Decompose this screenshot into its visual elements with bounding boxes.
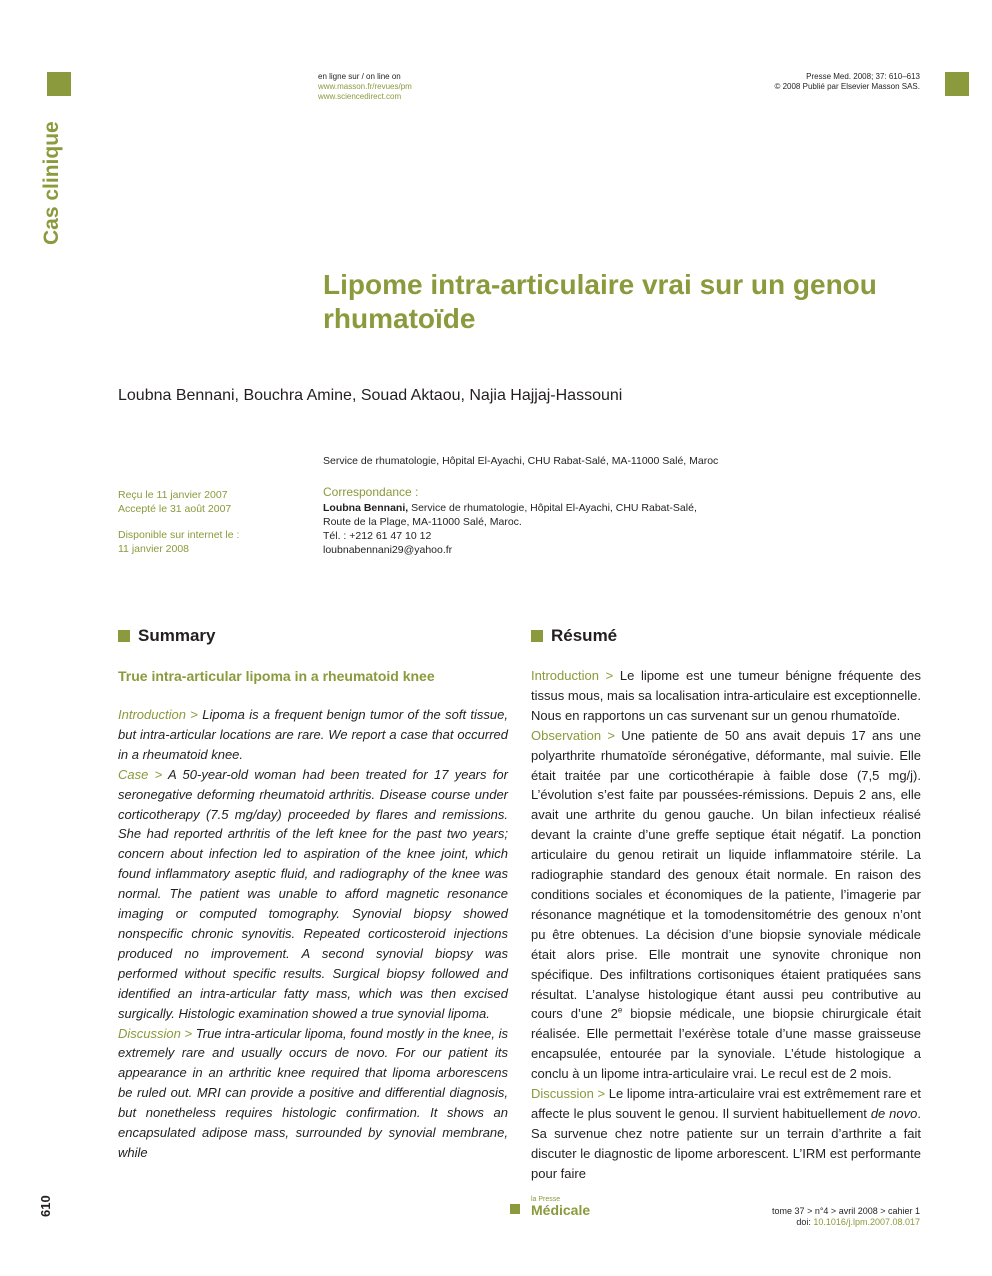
accepted-date: Accepté le 31 août 2007 — [118, 503, 232, 515]
resume-intro-paragraph — [531, 666, 921, 726]
affiliation: Service de rhumatologie, Hôpital El-Ayachi, CHU Rabat-Salé, MA-11000 Salé, Maroc — [323, 455, 719, 467]
resume-observation-text-b: biopsie médicale, une biopsie chirurgicale était réalisée. Elle permettait l’exérèse totale d’une masse graisseuse encapsulée, entourée par la synoviale. L’étude histologique a conclu à un lipome intra-articulaire vrai. Le recul est de 2 mois. — [531, 1006, 921, 1082]
citation-block — [774, 72, 920, 92]
resume-discussion-text-b: . Sa survenue chez notre patiente sur un terrain d’arthrite a fait discuter le diagnostic de lipome arborescent. L’IRM est performante pour faire — [531, 1105, 921, 1181]
correspondent-email[interactable]: loubnabennani29@yahoo.fr — [323, 544, 453, 556]
resume-heading-text: Résumé — [551, 626, 618, 645]
correspondence-label: Correspondance : — [323, 485, 419, 499]
correspondence-address — [323, 501, 743, 515]
summary-heading-text: Summary — [138, 626, 216, 645]
resume-discussion-emphasis: de novo — [870, 1105, 918, 1121]
summary-discussion-text: True intra-articular lipoma, found mostly in the knee, is extremely rare and usually occurs de novo. For our patient its appearance in an arthritic knee required that lipoma arborescens be ruled out. MRI can provide a positive and differential diagnosis, but nonetheless requires histologic confirmation. It shows an encapsulated adipose mass, surrounded by synovial membrane, while — [118, 1025, 508, 1160]
resume-heading — [531, 626, 617, 646]
summary-discussion-label: Discussion > — [118, 1025, 193, 1041]
resume-discussion-paragraph — [531, 1084, 921, 1184]
section-tag: Cas clinique — [40, 121, 63, 245]
correspondent-address-2: Route de la Plage, MA-11000 Salé, Maroc. — [323, 516, 522, 528]
heading-square-icon — [118, 630, 130, 642]
journal-logo — [510, 1196, 590, 1217]
summary-intro-label: Introduction > — [118, 707, 198, 722]
copyright: © 2008 Publié par Elsevier Masson SAS. — [774, 82, 920, 91]
resume-discussion-label: Discussion > — [531, 1086, 606, 1102]
sciencedirect-url[interactable]: www.sciencedirect.com — [318, 92, 402, 101]
available-label: Disponible sur internet le : — [118, 529, 240, 541]
issue-info — [772, 1206, 920, 1228]
summary-intro-paragraph — [118, 705, 508, 765]
doi-line — [772, 1217, 920, 1228]
summary-case-paragraph — [118, 765, 508, 1024]
doi-link[interactable]: 10.1016/j.lpm.2007.08.017 — [813, 1217, 920, 1227]
article-title: Lipome intra-articulaire vrai sur un genou rhumatoïde — [323, 269, 877, 334]
correspondent-address-1: Service de rhumatologie, Hôpital El-Ayachi, CHU Rabat-Salé, — [408, 502, 697, 514]
received-date: Reçu le 11 janvier 2007 — [118, 489, 228, 501]
online-line: en ligne sur / on line on — [318, 72, 401, 81]
authors: Loubna Bennani, Bouchra Amine, Souad Aktaou, Najia Hajjaj-Hassouni — [118, 387, 623, 404]
resume-discussion-text-a: Le lipome intra-articulaire vrai est extrêmement rare et affecte le plus souvent le genou. Il survient habituellement — [531, 1086, 922, 1121]
correspondent-phone: Tél. : +212 61 47 10 12 — [323, 530, 432, 542]
resume-intro-label: Introduction > — [531, 668, 614, 683]
online-info — [318, 72, 412, 102]
summary-case-text: A 50-year-old woman had been treated for 17 years for seronegative deforming rheumatoid arthritis. Disease course under corticotherapy (7.5 mg/day) proceeded by flares and remissions. She had reported arthritis of the left knee for the past two years; concern about infection led to aspiration of the knee joint, which found inflammatory aseptic fluid, and radiography of the knee was normal. The patient was unable to afford magnetic resonance imaging or computed tomography. Synovial biopsy showed nonspecific chronic synovitis. Repeated corticosteroid injections produced no improvement. A second synovial biopsy was performed without specific results. Surgical biopsy followed and identified an intra-articular fatty mass, which was then excised surgically. Histologic examination showed a true synovial lipoma. — [118, 766, 508, 1021]
summary-discussion-paragraph — [118, 1024, 508, 1163]
logo-small-text: la Presse — [531, 1196, 561, 1203]
summary-case-label: Case > — [118, 766, 163, 782]
resume-observation-sup: e — [617, 1006, 623, 1016]
summary-subtitle: True intra-articular lipoma in a rheumatoid knee — [118, 668, 435, 684]
citation: Presse Med. 2008; 37: 610–613 — [806, 72, 920, 81]
dates-block — [118, 488, 239, 556]
correspondent-name: Loubna Bennani, — [323, 502, 409, 514]
resume-observation-paragraph — [531, 726, 921, 1084]
resume-observation-text-a: Une patiente de 50 ans avait depuis 17 ans une polyarthrite rhumatoïde séronégative, déformante, mal suivie. Elle était traitée par une corticothérapie à faible dose (7,5 mg/j). L’évolution s’est faite par poussées-rémissions. Depuis 2 ans, elle avait une arthrite du genou gauche. Un bilan infectieux réalisé devant la crainte d’une greffe septique était négatif. La ponction articulaire du genou retirait un liquide inflammatoire stérile. La radiographie standard des genoux était normale. En raison des conditions sociales et économiques de la patiente, l’imagerie par résonance magnétique et la tomodensitométrie des genoux n’ont pu être obtenues. La décision d’une biopsie synoviale médicale était alors prise. Elle montrait une synovite chronique non spécifique. Des infiltrations cortisoniques étaient pratiquées sans résultat. L’analyse histologique étant aussi peu contributive au cours d’une 2 — [531, 727, 921, 1022]
doi-label: doi: — [796, 1217, 814, 1227]
corner-square-left — [47, 72, 71, 96]
issue-line: tome 37 > n°4 > avril 2008 > cahier 1 — [772, 1206, 920, 1216]
available-date: 11 janvier 2008 — [118, 543, 190, 555]
summary-heading — [118, 626, 215, 646]
logo-square-icon — [510, 1204, 520, 1214]
logo-big-text: Médicale — [531, 1202, 591, 1218]
corner-square-right — [945, 72, 969, 96]
journal-url[interactable]: www.masson.fr/revues/pm — [318, 82, 412, 91]
correspondence-block — [323, 485, 743, 557]
summary-body — [118, 705, 508, 1163]
resume-observation-label: Observation > — [531, 727, 615, 743]
page-number: 610 — [38, 1195, 53, 1217]
heading-square-icon — [531, 630, 543, 642]
summary-intro-text: Lipoma is a frequent benign tumor of the soft tissue, but intra-articular locations are rare. We report a case that occurred in a rheumatoid knee. — [118, 707, 508, 762]
resume-intro-text: Le lipome est une tumeur bénigne fréquente des tissus mous, mais sa localisation intra-articulaire est exceptionnelle. Nous en rapportons un cas survenant sur un genou rhumatoïde. — [531, 668, 921, 723]
resume-body — [531, 666, 921, 1184]
